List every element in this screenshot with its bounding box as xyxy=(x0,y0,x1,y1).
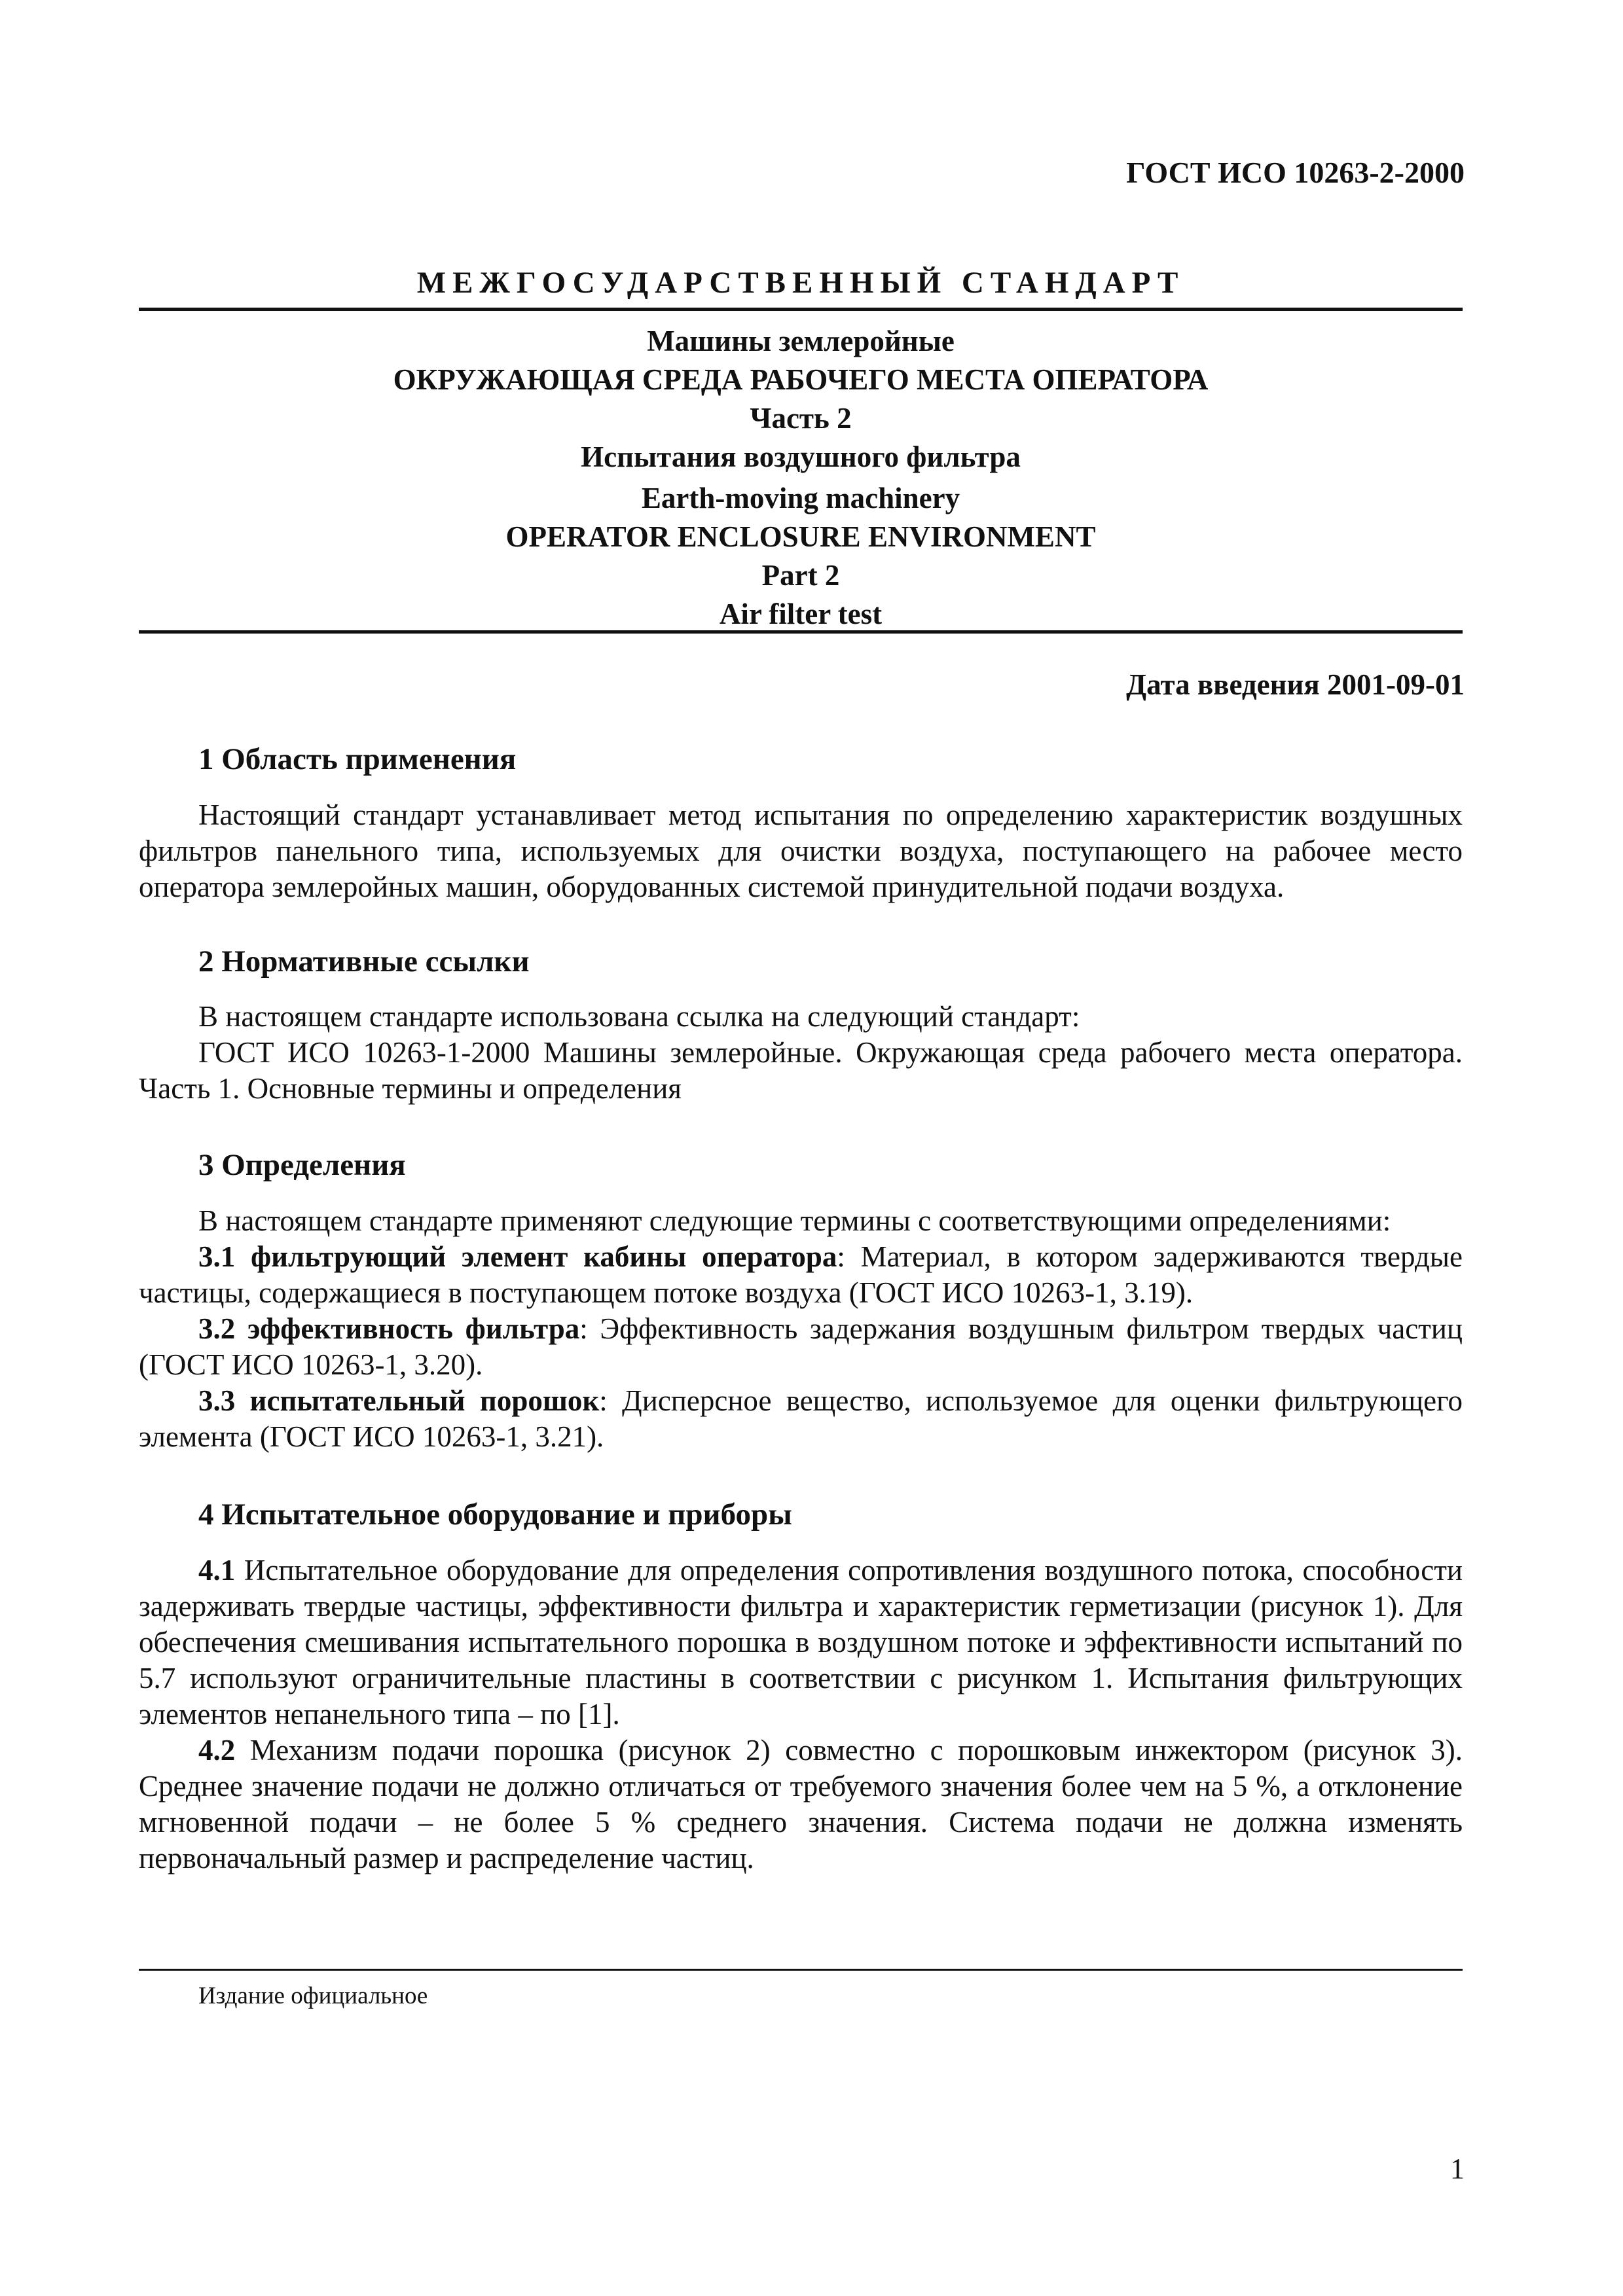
term: 3.1 фильтрующий элемент кабины оператора xyxy=(198,1240,837,1273)
title-en-line: Earth-moving machinery xyxy=(641,482,960,514)
section-4-body xyxy=(139,1552,1463,1876)
section-3-heading: 3 Определения xyxy=(198,1148,406,1182)
page-number: 1 xyxy=(1450,2153,1465,2185)
section-2-heading: 2 Нормативные ссылки xyxy=(198,944,530,978)
paragraph: В настоящем стандарте использована ссылка на следующий стандарт: xyxy=(198,1000,1080,1033)
term: 3.2 эффективность фильтра xyxy=(198,1312,580,1345)
top-rule xyxy=(139,308,1463,311)
title-en-line: Part 2 xyxy=(761,559,840,592)
section-2-body xyxy=(139,999,1463,1107)
title-bottom-rule xyxy=(139,630,1463,634)
section-4-heading: 4 Испытательное оборудование и приборы xyxy=(198,1498,792,1532)
title-en-line: Air filter test xyxy=(719,598,883,630)
definition-3-3 xyxy=(139,1383,1463,1455)
clause-4-1 xyxy=(139,1552,1463,1732)
clause-text: Механизм подачи порошка (рисунок 2) совместно с порошковым инжектором (рисунок 3). Среднее значение подачи не должно отличаться от требуемого значения более чем на 5 %, а отклонение мгновенной подачи – не более 5 % среднего значения. Система подачи не должна изменять первоначальный размер и распределение частиц. xyxy=(139,1734,1463,1874)
title-ru-line: ОКРУЖАЮЩАЯ СРЕДА РАБОЧЕГО МЕСТА ОПЕРАТОРА xyxy=(393,363,1209,396)
section-3-body xyxy=(139,1203,1463,1455)
footer-rule xyxy=(139,1969,1463,1971)
title-en-line: OPERATOR ENCLOSURE ENVIRONMENT xyxy=(505,520,1096,553)
definition-text: : Эффективность задержания воздушным фильтром твердых частиц (ГОСТ ИСО 10263-1, 3.20). xyxy=(139,1312,1463,1381)
standard-type: МЕЖГОСУДАРСТВЕННЫЙ СТАНДАРТ xyxy=(416,266,1185,300)
clause-number: 4.1 xyxy=(198,1554,236,1587)
title-ru-line: Машины землеройные xyxy=(647,325,955,357)
official-edition-note: Издание официальное xyxy=(198,1982,428,2009)
definition-3-2 xyxy=(139,1311,1463,1383)
document-code: ГОСТ ИСО 10263-2-2000 xyxy=(1126,156,1465,189)
title-en xyxy=(139,479,1463,634)
term: 3.3 испытательный порошок xyxy=(198,1384,600,1417)
title-ru xyxy=(139,322,1463,476)
title-ru-line: Испытания воздушного фильтра xyxy=(581,440,1021,473)
definition-3-1 xyxy=(139,1239,1463,1311)
definition-text: : Материал, в котором задерживаются твердые частицы, содержащиеся в поступающем потоке воздуха (ГОСТ ИСО 10263-1, 3.19). xyxy=(139,1240,1463,1309)
paragraph: Настоящий стандарт устанавливает метод испытания по определению характеристик воздушных фильтров панельного типа, используемых для очистки воздуха, поступающего на рабочее место оператора землеройных машин, оборудованных системой принудительной подачи воздуха. xyxy=(139,798,1463,903)
introduction-date: Дата введения 2001-09-01 xyxy=(1126,668,1465,701)
paragraph: ГОСТ ИСО 10263-1-2000 Машины землеройные. Окружающая среда рабочего места оператора. Часть 1. Основные термины и определения xyxy=(139,1036,1463,1105)
definition-text: : Дисперсное вещество, используемое для оценки фильтрующего элемента (ГОСТ ИСО 10263-1, 3.21). xyxy=(139,1384,1463,1453)
clause-number: 4.2 xyxy=(198,1734,236,1767)
section-1-heading: 1 Область применения xyxy=(198,742,517,776)
clause-text: Испытательное оборудование для определения сопротивления воздушного потока, способности задерживать твердые частицы, эффективности фильтра и характеристик герметизации (рисунок 1). Для обеспечения смешивания испытательного порошка в воздушном потоке и эффективности испытаний по 5.7 используют ограничительные пластины в соответствии с рисунком 1. Испытания фильтрующих элементов непанельного типа – по [1]. xyxy=(139,1554,1463,1731)
title-ru-line: Часть 2 xyxy=(750,402,852,435)
paragraph: В настоящем стандарте применяют следующие термины с соответствующими определениями: xyxy=(198,1204,1391,1237)
section-1-body xyxy=(139,797,1463,905)
clause-4-2 xyxy=(139,1732,1463,1876)
